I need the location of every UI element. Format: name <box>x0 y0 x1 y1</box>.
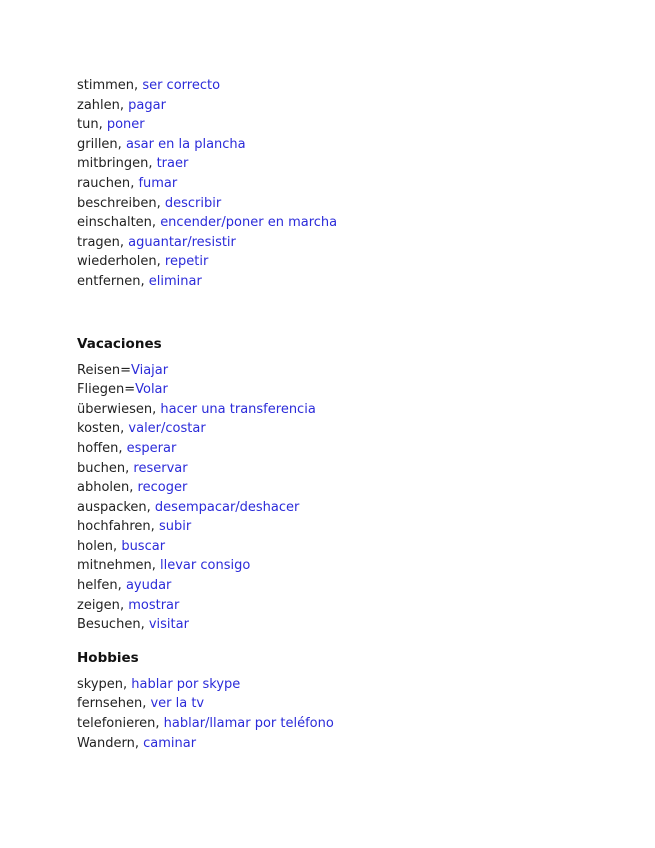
german-word: zeigen <box>77 597 120 613</box>
separator: , <box>148 156 157 172</box>
spanish-translation: aguantar/resistir <box>128 234 236 250</box>
separator: , <box>125 460 134 476</box>
vocab-entry <box>77 361 617 381</box>
vocab-entry <box>77 419 617 439</box>
separator: , <box>129 480 138 496</box>
spanish-translation: ver la tv <box>150 696 205 712</box>
separator: , <box>146 499 155 515</box>
separator: , <box>123 676 132 692</box>
vocab-entry <box>77 76 617 96</box>
german-word: holen <box>77 538 114 554</box>
spanish-translation: reservar <box>133 460 188 476</box>
german-word: fernsehen <box>77 696 143 712</box>
german-word: wiederholen <box>77 254 157 270</box>
vocab-entry <box>77 576 617 596</box>
spanish-translation: pagar <box>128 97 166 113</box>
vocab-entry <box>77 459 617 479</box>
german-word: Reisen <box>77 362 121 378</box>
spanish-translation: valer/costar <box>128 421 206 437</box>
spanish-translation: describir <box>164 195 222 211</box>
section-heading-hobbies: Hobbies <box>77 649 139 666</box>
vocab-entry <box>77 596 617 616</box>
vocab-entry <box>77 615 617 635</box>
separator: , <box>134 735 144 751</box>
german-word: einschalten <box>77 215 152 231</box>
verbs-list <box>77 76 617 292</box>
spanish-translation: mostrar <box>128 597 180 613</box>
separator: = <box>120 362 131 378</box>
separator: , <box>142 696 151 712</box>
vocab-entry <box>77 675 617 695</box>
german-word: mitnehmen <box>77 558 152 574</box>
spanish-translation: recoger <box>137 480 188 496</box>
german-word: telefonieren <box>77 716 156 732</box>
separator: = <box>124 382 136 398</box>
german-word: rauchen <box>77 175 131 191</box>
vocab-entry <box>77 194 617 214</box>
separator: , <box>118 440 127 456</box>
spanish-translation: fumar <box>138 175 178 191</box>
vocab-entry <box>77 96 617 116</box>
spanish-translation: poner <box>106 117 145 133</box>
separator: , <box>151 215 161 231</box>
spanish-translation: visitar <box>148 617 189 633</box>
german-word: stimmen <box>77 78 135 93</box>
spanish-translation: esperar <box>126 440 177 456</box>
spanish-translation: asar en la plancha <box>125 136 246 152</box>
vocab-entry <box>77 252 617 272</box>
separator: , <box>152 401 161 417</box>
separator: , <box>120 421 129 437</box>
hobbies-list <box>77 675 617 753</box>
vocab-entry <box>77 517 617 537</box>
vocab-entry <box>77 272 617 292</box>
vocab-entry <box>77 380 617 400</box>
separator: , <box>119 597 129 613</box>
vocab-entry <box>77 439 617 459</box>
separator: , <box>156 254 165 270</box>
german-word: Fliegen <box>77 382 125 398</box>
german-word: hochfahren <box>77 519 151 535</box>
german-word: mitbringen <box>77 156 149 172</box>
spanish-translation: desempacar/deshacer <box>154 499 300 515</box>
separator: , <box>119 97 129 113</box>
spanish-translation: repetir <box>164 254 209 270</box>
separator: , <box>140 617 149 633</box>
separator: , <box>140 273 149 289</box>
german-word: zahlen <box>77 97 120 113</box>
german-word: grillen <box>77 136 118 152</box>
vocab-entry <box>77 498 617 518</box>
vocab-entry <box>77 213 617 233</box>
german-word: abholen <box>77 480 130 496</box>
spanish-translation: Volar <box>135 382 168 398</box>
spanish-translation: caminar <box>143 735 197 751</box>
spanish-translation: Viajar <box>130 362 169 378</box>
german-word: beschreiben <box>77 195 157 211</box>
german-word: helfen <box>77 578 118 594</box>
vocab-entry <box>77 694 617 714</box>
spanish-translation: hacer una transferencia <box>160 401 316 417</box>
spanish-translation: llevar consigo <box>160 558 251 574</box>
separator: , <box>134 78 143 93</box>
separator: , <box>151 558 161 574</box>
german-word: skypen <box>77 676 124 692</box>
separator: , <box>113 538 122 554</box>
vocab-entry <box>77 478 617 498</box>
spanish-translation: buscar <box>121 538 166 554</box>
separator: , <box>117 136 126 152</box>
vocab-entry <box>77 115 617 135</box>
separator: , <box>150 519 159 535</box>
spanish-translation: encender/poner en marcha <box>160 215 338 231</box>
spanish-translation: subir <box>158 519 192 535</box>
vocab-entry <box>77 174 617 194</box>
spanish-translation: eliminar <box>148 273 202 289</box>
german-word: Besuchen <box>77 617 141 633</box>
vocab-entry <box>77 154 617 174</box>
vocab-entry <box>77 734 617 754</box>
spanish-translation: traer <box>156 156 189 172</box>
spanish-translation: hablar por skype <box>131 676 241 692</box>
german-word: tragen <box>77 234 120 250</box>
separator: , <box>119 234 129 250</box>
german-word: entfernen <box>77 273 141 289</box>
vocab-entry <box>77 135 617 155</box>
german-word: Wandern <box>77 735 135 751</box>
vocab-entry <box>77 714 617 734</box>
german-word: hoffen <box>77 440 119 456</box>
vocab-entry <box>77 233 617 253</box>
vocab-entry <box>77 537 617 557</box>
german-word: auspacken <box>77 499 147 515</box>
german-word: überwiesen <box>77 401 153 417</box>
vocab-entry <box>77 400 617 420</box>
spanish-translation: hablar/llamar por teléfono <box>163 716 334 732</box>
german-word: tun <box>77 117 99 133</box>
separator: , <box>117 578 126 594</box>
separator: , <box>98 117 107 133</box>
vacaciones-list <box>77 361 617 635</box>
separator: , <box>130 175 139 191</box>
section-heading-vacaciones: Vacaciones <box>77 335 162 352</box>
german-word: kosten <box>77 421 121 437</box>
separator: , <box>156 195 165 211</box>
separator: , <box>155 716 164 732</box>
spanish-translation: ayudar <box>125 578 172 594</box>
vocab-entry <box>77 556 617 576</box>
german-word: buchen <box>77 460 126 476</box>
document-page <box>77 76 617 753</box>
spanish-translation: ser correcto <box>142 78 221 93</box>
